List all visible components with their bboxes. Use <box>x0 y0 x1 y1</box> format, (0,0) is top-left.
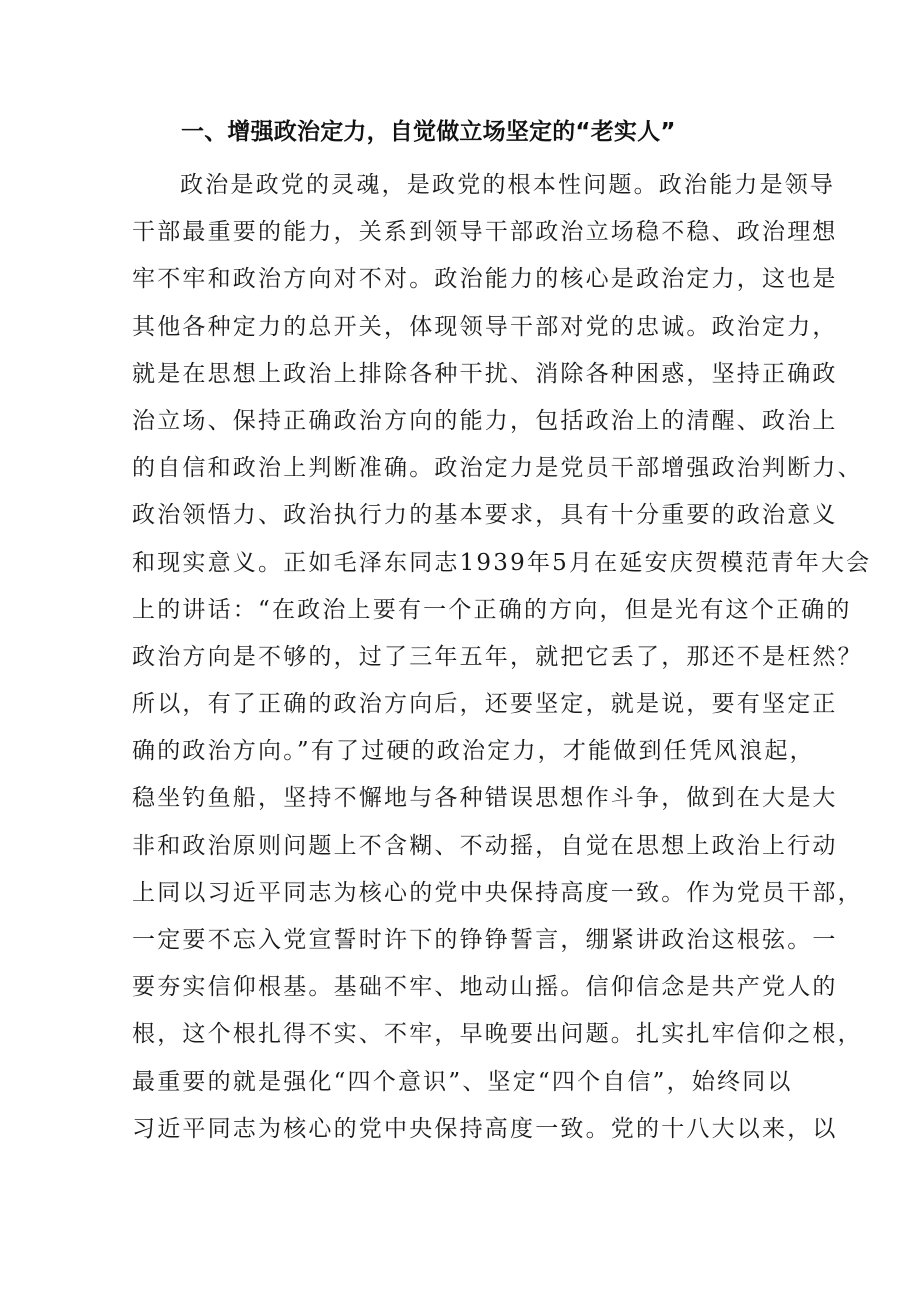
text-line: 政治方向是不够的，过了三年五年，就把它丢了，那还不是枉然？ <box>132 643 863 670</box>
text-line: 最重要的就是强化“四个意识”、坚定“四个自信”，始终同以 <box>132 1068 793 1095</box>
text-line: 上的讲话：“在政治上要有一个正确的方向，但是光有这个正确的 <box>132 596 852 623</box>
text-line: 干部最重要的能力，关系到领导干部政治立场稳不稳、政治理想 <box>132 219 838 246</box>
text-line: 要夯实信仰根基。基础不牢、地动山摇。信仰信念是共产党人的 <box>132 974 838 1001</box>
body-paragraph <box>132 162 872 1153</box>
text-line: 和现实意义。正如毛泽东同志1939年5月在延安庆贺模范青年大会 <box>132 549 872 576</box>
text-line: 治立场、保持正确政治方向的能力，包括政治上的清醒、政治上 <box>132 407 838 434</box>
text-line: 非和政治原则问题上不含糊、不动摇，自觉在思想上政治上行动 <box>132 832 838 859</box>
text-line: 其他各种定力的总开关，体现领导干部对党的忠诚。政治定力， <box>132 313 838 340</box>
text-line: 根，这个根扎得不实、不牢，早晚要出问题。扎实扎牢信仰之根， <box>132 1021 863 1048</box>
text-line: 就是在思想上政治上排除各种干扰、消除各种困惑，坚持正确政 <box>132 360 838 387</box>
text-line: 稳坐钓鱼船，坚持不懈地与各种错误思想作斗争，做到在大是大 <box>132 785 838 812</box>
text-line: 的自信和政治上判断准确。政治定力是党员干部增强政治判断力、 <box>132 455 863 482</box>
text-line: 政治是政党的灵魂，是政党的根本性问题。政治能力是领导 <box>180 172 836 198</box>
text-line: 所以，有了正确的政治方向后，还要坚定，就是说，要有坚定正 <box>132 691 838 718</box>
text-line: 牢不牢和政治方向对不对。政治能力的核心是政治定力，这也是 <box>132 266 838 293</box>
text-line: 确的政治方向。”有了过硬的政治定力，才能做到任凭风浪起， <box>132 738 815 765</box>
text-line: 政治领悟力、政治执行力的基本要求，具有十分重要的政治意义 <box>132 502 838 529</box>
text-line: 上同以习近平同志为核心的党中央保持高度一致。作为党员干部， <box>132 879 863 906</box>
section-heading: 一、增强政治定力，自觉做立场坚定的“老实人” <box>181 119 676 145</box>
text-line: 习近平同志为核心的党中央保持高度一致。党的十八大以来，以 <box>132 1115 838 1142</box>
text-line: 一定要不忘入党宣誓时许下的铮铮誓言，绷紧讲政治这根弦。一 <box>132 927 838 953</box>
